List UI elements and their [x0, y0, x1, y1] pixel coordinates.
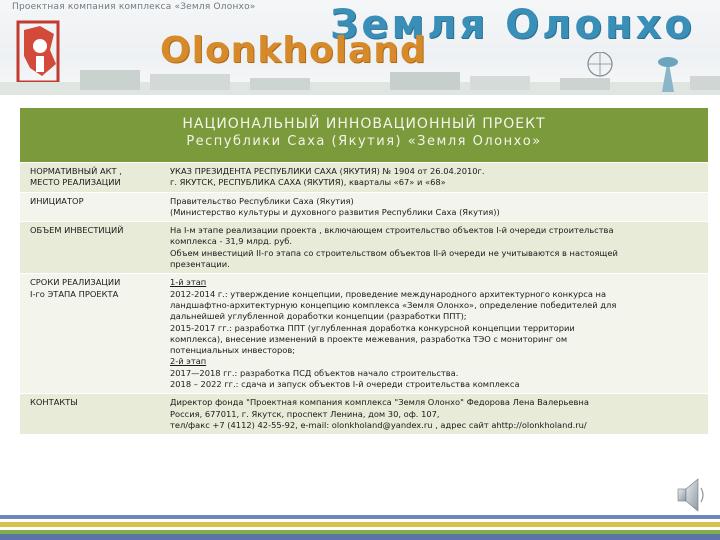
- row-value: [160, 222, 708, 274]
- value-line: г. ЯКУТСК, РЕСПУБЛИКА САХА (ЯКУТИЯ), кварталы «67» и «68»: [170, 177, 446, 188]
- footer-stripes: [0, 515, 720, 540]
- stripe-navy: [0, 534, 720, 540]
- value-line: (Министерство культуры и духовного развития Республики Саха (Якутия)): [170, 206, 500, 217]
- speaker-icon[interactable]: [676, 474, 706, 516]
- value-line: презентации.: [170, 259, 230, 270]
- table-row-contacts: [20, 394, 708, 434]
- value-line: ландшафтно-архитектурную концепцию комплекса «Земля Олонхо», определение победителей для: [170, 299, 617, 310]
- row-label: [20, 394, 160, 434]
- value-line: комплекса), внесение изменений в проекте межевания, разработка ТЭО с мониторинг ом: [170, 333, 568, 344]
- row-label: [20, 192, 160, 222]
- row-value: [160, 192, 708, 222]
- label-line: КОНТАКТЫ: [30, 397, 78, 408]
- value-line: дальнейшей углубленной доработки концепции (разработки ППТ);: [170, 311, 467, 322]
- value-line: Объем инвестиций II-го этапа со строительством объектов II-й очереди не учитываются в настоящей: [170, 247, 618, 258]
- contact-details: тел/факс +7 (4112) 42-55-92, e-mail: olonkholand@yandex.ru , адрес сайт ahttp://olonkholand.ru/: [170, 419, 587, 430]
- row-label: [20, 274, 160, 394]
- table-row-initiator: [20, 192, 708, 222]
- table-row-terms: [20, 274, 708, 394]
- project-title-line2: Республики Саха (Якутия) «Земля Олонхо»: [186, 134, 542, 149]
- row-value: [160, 394, 708, 434]
- value-line: Россия, 677011, г. Якутск, проспект Ленина, дом 30, оф. 107,: [170, 408, 440, 419]
- row-label: [20, 163, 160, 193]
- table-row-normative: [20, 163, 708, 193]
- row-label: [20, 222, 160, 274]
- value-line: 2012-2014 г.: утверждение концепции, проведение международного архитектурного конкурса на: [170, 288, 607, 299]
- stage-2-heading: 2-й этап: [170, 356, 207, 367]
- project-info-table: [20, 162, 708, 434]
- label-line: НОРМАТИВНЫЙ АКТ ,: [30, 166, 122, 176]
- value-line: комплекса - 31,9 млрд. руб.: [170, 236, 292, 247]
- title-russian: Земля Олонхо: [330, 2, 695, 48]
- company-name: Проектная компания комплекса «Земля Олонхо»: [12, 2, 256, 12]
- value-line: 2018 – 2022 гг.: сдача и запуск объектов I-й очереди строительства комплекса: [170, 379, 520, 390]
- value-line: потенциальных инвесторов;: [170, 345, 296, 356]
- row-value: [160, 274, 708, 394]
- value-line: 2015-2017 гг.: разработка ППТ (углубленная доработка конкурсной концепции территории: [170, 322, 575, 333]
- label-line: I-го ЭТАПА ПРОЕКТА: [30, 288, 119, 299]
- label-line: ИНИЦИАТОР: [30, 195, 84, 206]
- value-line: УКАЗ ПРЕЗИДЕНТА РЕСПУБЛИКИ САХА (ЯКУТИЯ) № 1904 от 26.04.2010г.: [170, 166, 485, 176]
- stage-1-heading: 1-й этап: [170, 277, 207, 288]
- row-value: [160, 163, 708, 193]
- value-line: 2017—2018 гг.: разработка ПСД объектов начало строительства.: [170, 367, 459, 378]
- label-line: ОБЪЕМ ИНВЕСТИЦИЙ: [30, 225, 124, 236]
- label-line: СРОКИ РЕАЛИЗАЦИИ: [30, 277, 121, 288]
- project-title-bar: [20, 108, 708, 162]
- value-line: Правительство Республики Саха (Якутия): [170, 195, 354, 206]
- value-line: Директор фонда "Проектная компания комплекса "Земля Олонхо" Федорова Лена Валерьевна: [170, 397, 589, 408]
- table-row-investments: [20, 222, 708, 274]
- title-english: Olonkholand: [160, 30, 427, 71]
- label-line: МЕСТО РЕАЛИЗАЦИИ: [30, 177, 121, 188]
- header-banner: [0, 0, 720, 95]
- value-line: На I-м этапе реализации проекта , включающем строительство объектов I-й очереди строительства: [170, 225, 614, 236]
- project-title-line1: НАЦИОНАЛЬНЫЙ ИННОВАЦИОННЫЙ ПРОЕКТ: [182, 116, 546, 132]
